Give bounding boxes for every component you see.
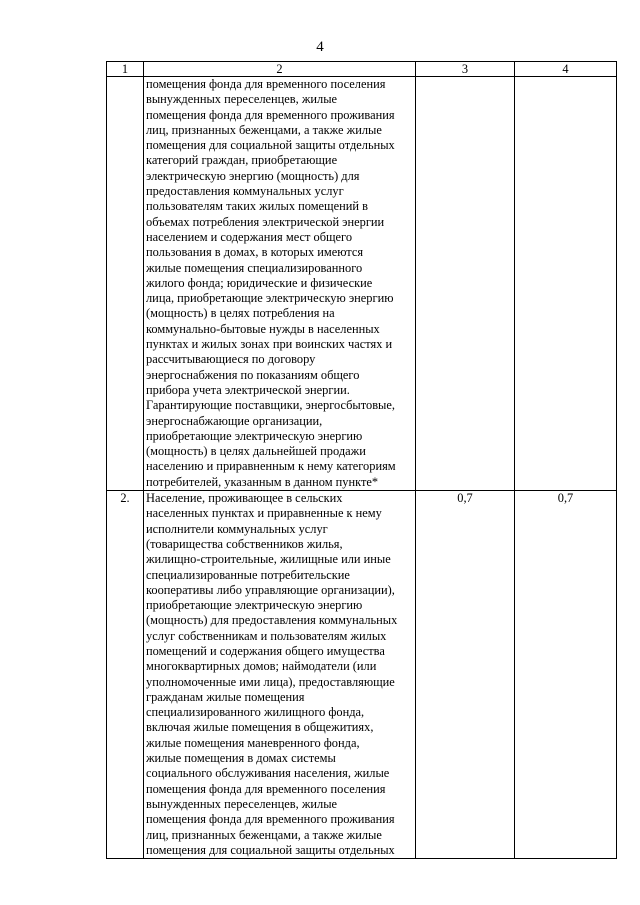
row-value-col4: 0,7 bbox=[515, 491, 617, 859]
row-index: 2. bbox=[107, 491, 144, 859]
table-row bbox=[107, 491, 617, 859]
row-description: Население, проживающее в сельских населенных пунктах и приравненные к нему исполнители коммунальных услуг (товарищества собственников жилья, жилищно-строительные, жилищные или иные специализированные потребительские кооперативы либо управляющие организации), приобретающие электрическую энергию (мощность) для предоставления коммунальных услуг собственникам и пользователям жилых помещений и содержания общего имущества многоквартирных домов; наймодатели (или уполномоченные ими лица), предоставляющие гражданам жилые помещения специализированного жилищного фонда, включая жилые помещения в общежитиях, жилые помещения маневренного фонда, жилые помещения в домах системы социального обслуживания населения, жилые помещения фонда для временного поселения вынужденных переселенцев, жилые помещения фонда для временного проживания лиц, признанных беженцами, а также жилые помещения для социальной защиты отдельных bbox=[144, 491, 416, 859]
row-value-col3 bbox=[416, 77, 515, 491]
column-header-1: 1 bbox=[107, 62, 144, 77]
page-number: 4 bbox=[316, 39, 324, 55]
table-header-row bbox=[107, 62, 617, 77]
column-header-4: 4 bbox=[515, 62, 617, 77]
row-description: помещения фонда для временного поселения вынужденных переселенцев, жилые помещения фонда для временного проживания лиц, признанных беженцами, а также жилые помещения для социальной защиты отдельных категорий граждан, приобретающие электрическую энергию (мощность) для предоставления коммунальных услуг пользователям таких жилых помещений в объемах потребления электрической энергии населением и содержания мест общего пользования в домах, в которых имеются жилые помещения специализированного жилого фонда; юридические и физические лица, приобретающие электрическую энергию (мощность) в целях потребления на коммунально-бытовые нужды в населенных пунктах и жилых зонах при воинских частях и рассчитывающиеся по договору энергоснабжения по показаниям общего прибора учета электрической энергии. Гарантирующие поставщики, энергосбытовые, энергоснабжающие организации, приобретающие электрическую энергию (мощность) в целях дальнейшей продажи населению и приравненным к нему категориям потребителей, указанным в данном пункте* bbox=[144, 77, 416, 491]
row-value-col3: 0,7 bbox=[416, 491, 515, 859]
column-header-2: 2 bbox=[144, 62, 416, 77]
column-header-3: 3 bbox=[416, 62, 515, 77]
table-row bbox=[107, 77, 617, 491]
tariff-table bbox=[106, 61, 617, 859]
row-index bbox=[107, 77, 144, 491]
row-value-col4 bbox=[515, 77, 617, 491]
